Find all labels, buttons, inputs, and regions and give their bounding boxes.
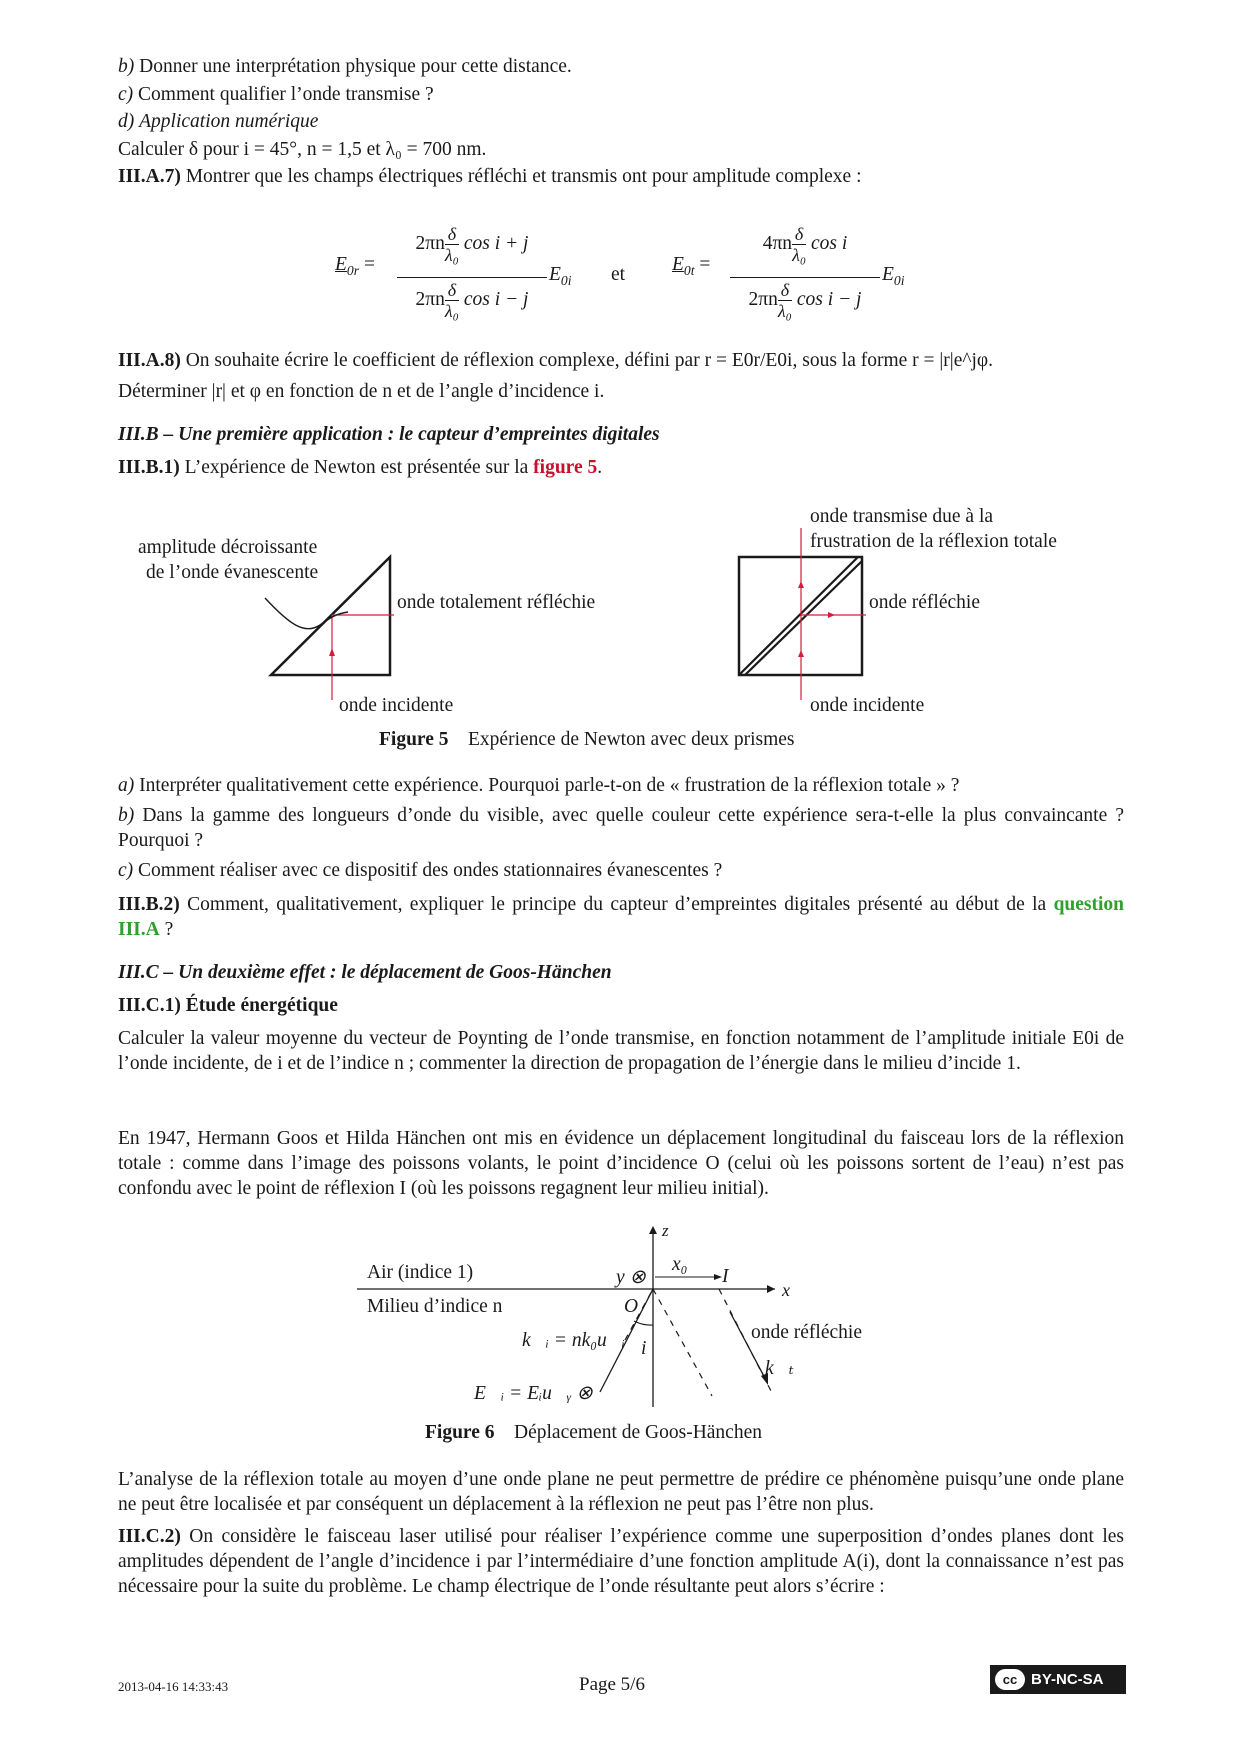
figure5-link[interactable]: figure 5 [533, 457, 598, 478]
question-IIIB2-label: III.B.2) [118, 894, 180, 915]
question-IIIC1-text: Calculer la valeur moyenne du vecteur de Poynting de l’onde transmise, en fonction notamment de l’amplitude initiale E0i de l’onde incidente, de i et de l’indice n ; commenter la direction de propagation de l’énergie dans le milieu d’incide 1. [118, 1028, 1124, 1074]
eq-Er-symbol: E [335, 254, 347, 275]
fig6-air-label: Air (indice 1) [367, 1262, 474, 1283]
eq-Et-den-coef: 2πn [748, 288, 778, 310]
question-IIIB2-text: Comment, qualitativement, expliquer le principe du capteur d’empreintes digitales présenté au début de la [187, 894, 1047, 915]
IIIB1-part-a-label: a) [118, 775, 135, 796]
eq-frac-bot-d: λ₀ [444, 301, 459, 321]
eq-frac-top-td: δ [780, 280, 790, 300]
eq-Er-sub: 0r [346, 262, 360, 278]
eq-Et-symbol: E [672, 254, 684, 275]
z-axis-arrow [649, 1226, 657, 1234]
eq-frac-top: δ [447, 224, 457, 244]
eq-Er-den-cos: cos i − j [463, 288, 529, 310]
footer-date: 2013-04-16 14:33:43 [118, 1679, 229, 1694]
question-IIIA8-text: On souhaite écrire le coefficient de réflexion complexe, défini par r = E0r/E0i, sous la forme r = |r|e^jφ. [185, 350, 994, 371]
IIIB1-part-b-text: Dans la gamme des longueurs d’onde du visible, avec quelle couleur cette expérience sera-t-elle la plus convaincante ? Pourquoi ? [118, 805, 1124, 851]
question-IIIA8-line2: Déterminer |r| et φ en fonction de n et de l’angle d’incidence i. [118, 381, 605, 402]
eq-and: et [611, 264, 626, 285]
figure6-caption-text: Déplacement de Goos-Hänchen [514, 1422, 762, 1443]
fig6-milieu-label: Milieu d’indice n [367, 1296, 503, 1317]
fig6-x-label: x [782, 1280, 790, 1300]
paragraph-1947: En 1947, Hermann Goos et Hilda Hänchen ont mis en évidence un déplacement longitudinal du faisceau lors de la réflexion totale : comme dans l’image des poissons volants, le point d’incidence O (celui où les poissons sortent de l’eau) n’est pas confondu avec le point de réflexion I (où les poissons regagnent leur milieu initial). [118, 1128, 1124, 1199]
eq-frac-bot: λ₀ [444, 245, 459, 265]
dashed-ray [653, 1289, 712, 1396]
license-badge[interactable] [990, 1665, 1126, 1694]
section-IIIC-title: III.C – Un deuxième effet : le déplacement de Goos-Hänchen [118, 962, 612, 983]
item-c-text: Comment qualifier l’onde transmise ? [138, 84, 434, 105]
question-IIIC2-text: On considère le faisceau laser utilisé pour réaliser l’expérience comme une superposition d’ondes planes dont les amplitudes dépendent de l’angle d’incidence i par l’intermédiaire d’une fonction amplitude A(i), dont la connaissance n’est pas nécessaire pour la suite du problème. Le champ électrique de l’onde résultante peut alors s’écrire : [118, 1526, 1124, 1597]
fig5-label-totale: onde totalement réfléchie [397, 592, 596, 613]
eq-frac-top-d: δ [447, 280, 457, 300]
section-IIIB-title: III.B – Une première application : le capteur d’empreintes digitales [118, 424, 660, 445]
fig5-label-incidente-right: onde incidente [810, 695, 925, 716]
figure6-caption [425, 1422, 762, 1444]
x-axis-arrow [767, 1285, 775, 1293]
question-IIIC1-label: III.C.1) [118, 995, 181, 1016]
fig6-z-label: z [662, 1221, 669, 1240]
eq-frac-top-t: δ [794, 224, 804, 244]
item-b-label: b) [118, 56, 135, 77]
fig5-label-amp1: amplitude décroissante [138, 537, 318, 558]
item-b-text: Donner une interprétation physique pour cette distance. [139, 56, 572, 77]
question-IIIB2-end: ? [159, 919, 174, 940]
footer-page: Page 5/6 [579, 1674, 645, 1695]
fig6-ki-label: k⃗ᵢ = nk₀u⃗ᵢ [522, 1330, 626, 1351]
IIIB1-part-a-text: Interpréter qualitativement cette expérience. Pourquoi parle-t-on de « frustration de la réflexion totale » ? [139, 775, 960, 796]
question-IIIB1-end: . [597, 457, 603, 478]
eq-Et-equals: = [699, 254, 711, 275]
fig5-label-incidente-left: onde incidente [339, 695, 454, 716]
eq-Er-num-cos: cos i + j [463, 232, 529, 254]
question-IIIC1-title: Étude énergétique [185, 995, 338, 1016]
question-IIIC2-label: III.C.2) [118, 1526, 181, 1547]
figure5-caption-num: Figure 5 [379, 729, 449, 750]
eq-Er-num-coef: 2πn [415, 232, 445, 254]
fig6-O-label: O [624, 1296, 639, 1317]
license-text: BY-NC-SA [1031, 1671, 1104, 1688]
eq-Er-rhs: E [549, 264, 561, 285]
figure6-caption-num: Figure 6 [425, 1422, 495, 1443]
eq-Er-equals: = [363, 254, 375, 275]
x0-arrow-head [714, 1274, 722, 1280]
paragraph-analyse: L’analyse de la réflexion totale au moyen d’une onde plane ne peut permettre de prédire ce phénomène puisqu’une onde plane ne peut être localisée et par conséquent un déplacement à la réflexion ne peut pas l’être non plus. [118, 1469, 1124, 1515]
eq-frac-bot-t: λ₀ [792, 245, 807, 265]
eq-Er-rhs-sub: 0i [560, 272, 572, 288]
fig5-label-trans1: onde transmise due à la [810, 506, 994, 527]
eq-frac-bot-td: λ₀ [777, 301, 792, 321]
eq-Et-rhs: E [882, 264, 894, 285]
question-IIIB1-label: III.B.1) [118, 457, 180, 478]
fig5-label-trans2: frustration de la réflexion totale [810, 531, 1057, 552]
item-d-label: d) [118, 111, 135, 132]
eq-Et-den-cos: cos i − j [796, 288, 862, 310]
fig6-reflechie-label: onde réfléchie [751, 1322, 862, 1343]
questionIIIA-link[interactable]: question III.A [118, 894, 1125, 940]
item-d-text: Application numérique [139, 111, 319, 132]
eq-Et-sub: 0t [683, 262, 695, 278]
item-c-label: c) [118, 84, 134, 105]
calc-line: Calculer δ pour i = 45°, n = 1,5 et λ₀ = 700 nm. [118, 139, 487, 160]
IIIB1-part-c-label: c) [118, 860, 134, 881]
fig6-I-label: I [722, 1266, 729, 1287]
question-IIIA8-label: III.A.8) [118, 350, 181, 371]
eq-Et-rhs-sub: 0i [893, 272, 905, 288]
fig6-i-label: i [641, 1338, 647, 1359]
fig6-Ei-label: E⃗ᵢ = Eᵢu⃗ᵧ ⊗ [474, 1383, 593, 1404]
eq-Et-num-coef: 4πn [762, 232, 793, 254]
eq-Et-num-cos: cos i [811, 232, 848, 254]
question-IIIB1-text: L’expérience de Newton est présentée sur la [184, 457, 529, 478]
question-IIIC2 [118, 1524, 1124, 1599]
question-IIIA7-text: Montrer que les champs électriques réfléchi et transmis ont pour amplitude complexe : [185, 166, 862, 187]
eq-Er-den-coef: 2πn [415, 288, 445, 310]
question-IIIA7-label: III.A.7) [118, 166, 181, 187]
figure5-caption-text: Expérience de Newton avec deux prismes [468, 729, 795, 750]
fig6-x0-label: x₀ [672, 1254, 688, 1275]
IIIB1-part-b-label: b) [118, 805, 135, 826]
fig5-label-reflechie: onde réfléchie [869, 592, 980, 613]
fig5-label-amp2: de l’onde évanescente [146, 562, 319, 583]
cc-icon: cc [995, 1669, 1025, 1690]
IIIB1-part-c-text: Comment réaliser avec ce dispositif des ondes stationnaires évanescentes ? [138, 860, 723, 881]
fig6-kt-label: k⃗ₜ [765, 1358, 794, 1379]
fig6-y-label: y ⊗ [616, 1267, 646, 1288]
